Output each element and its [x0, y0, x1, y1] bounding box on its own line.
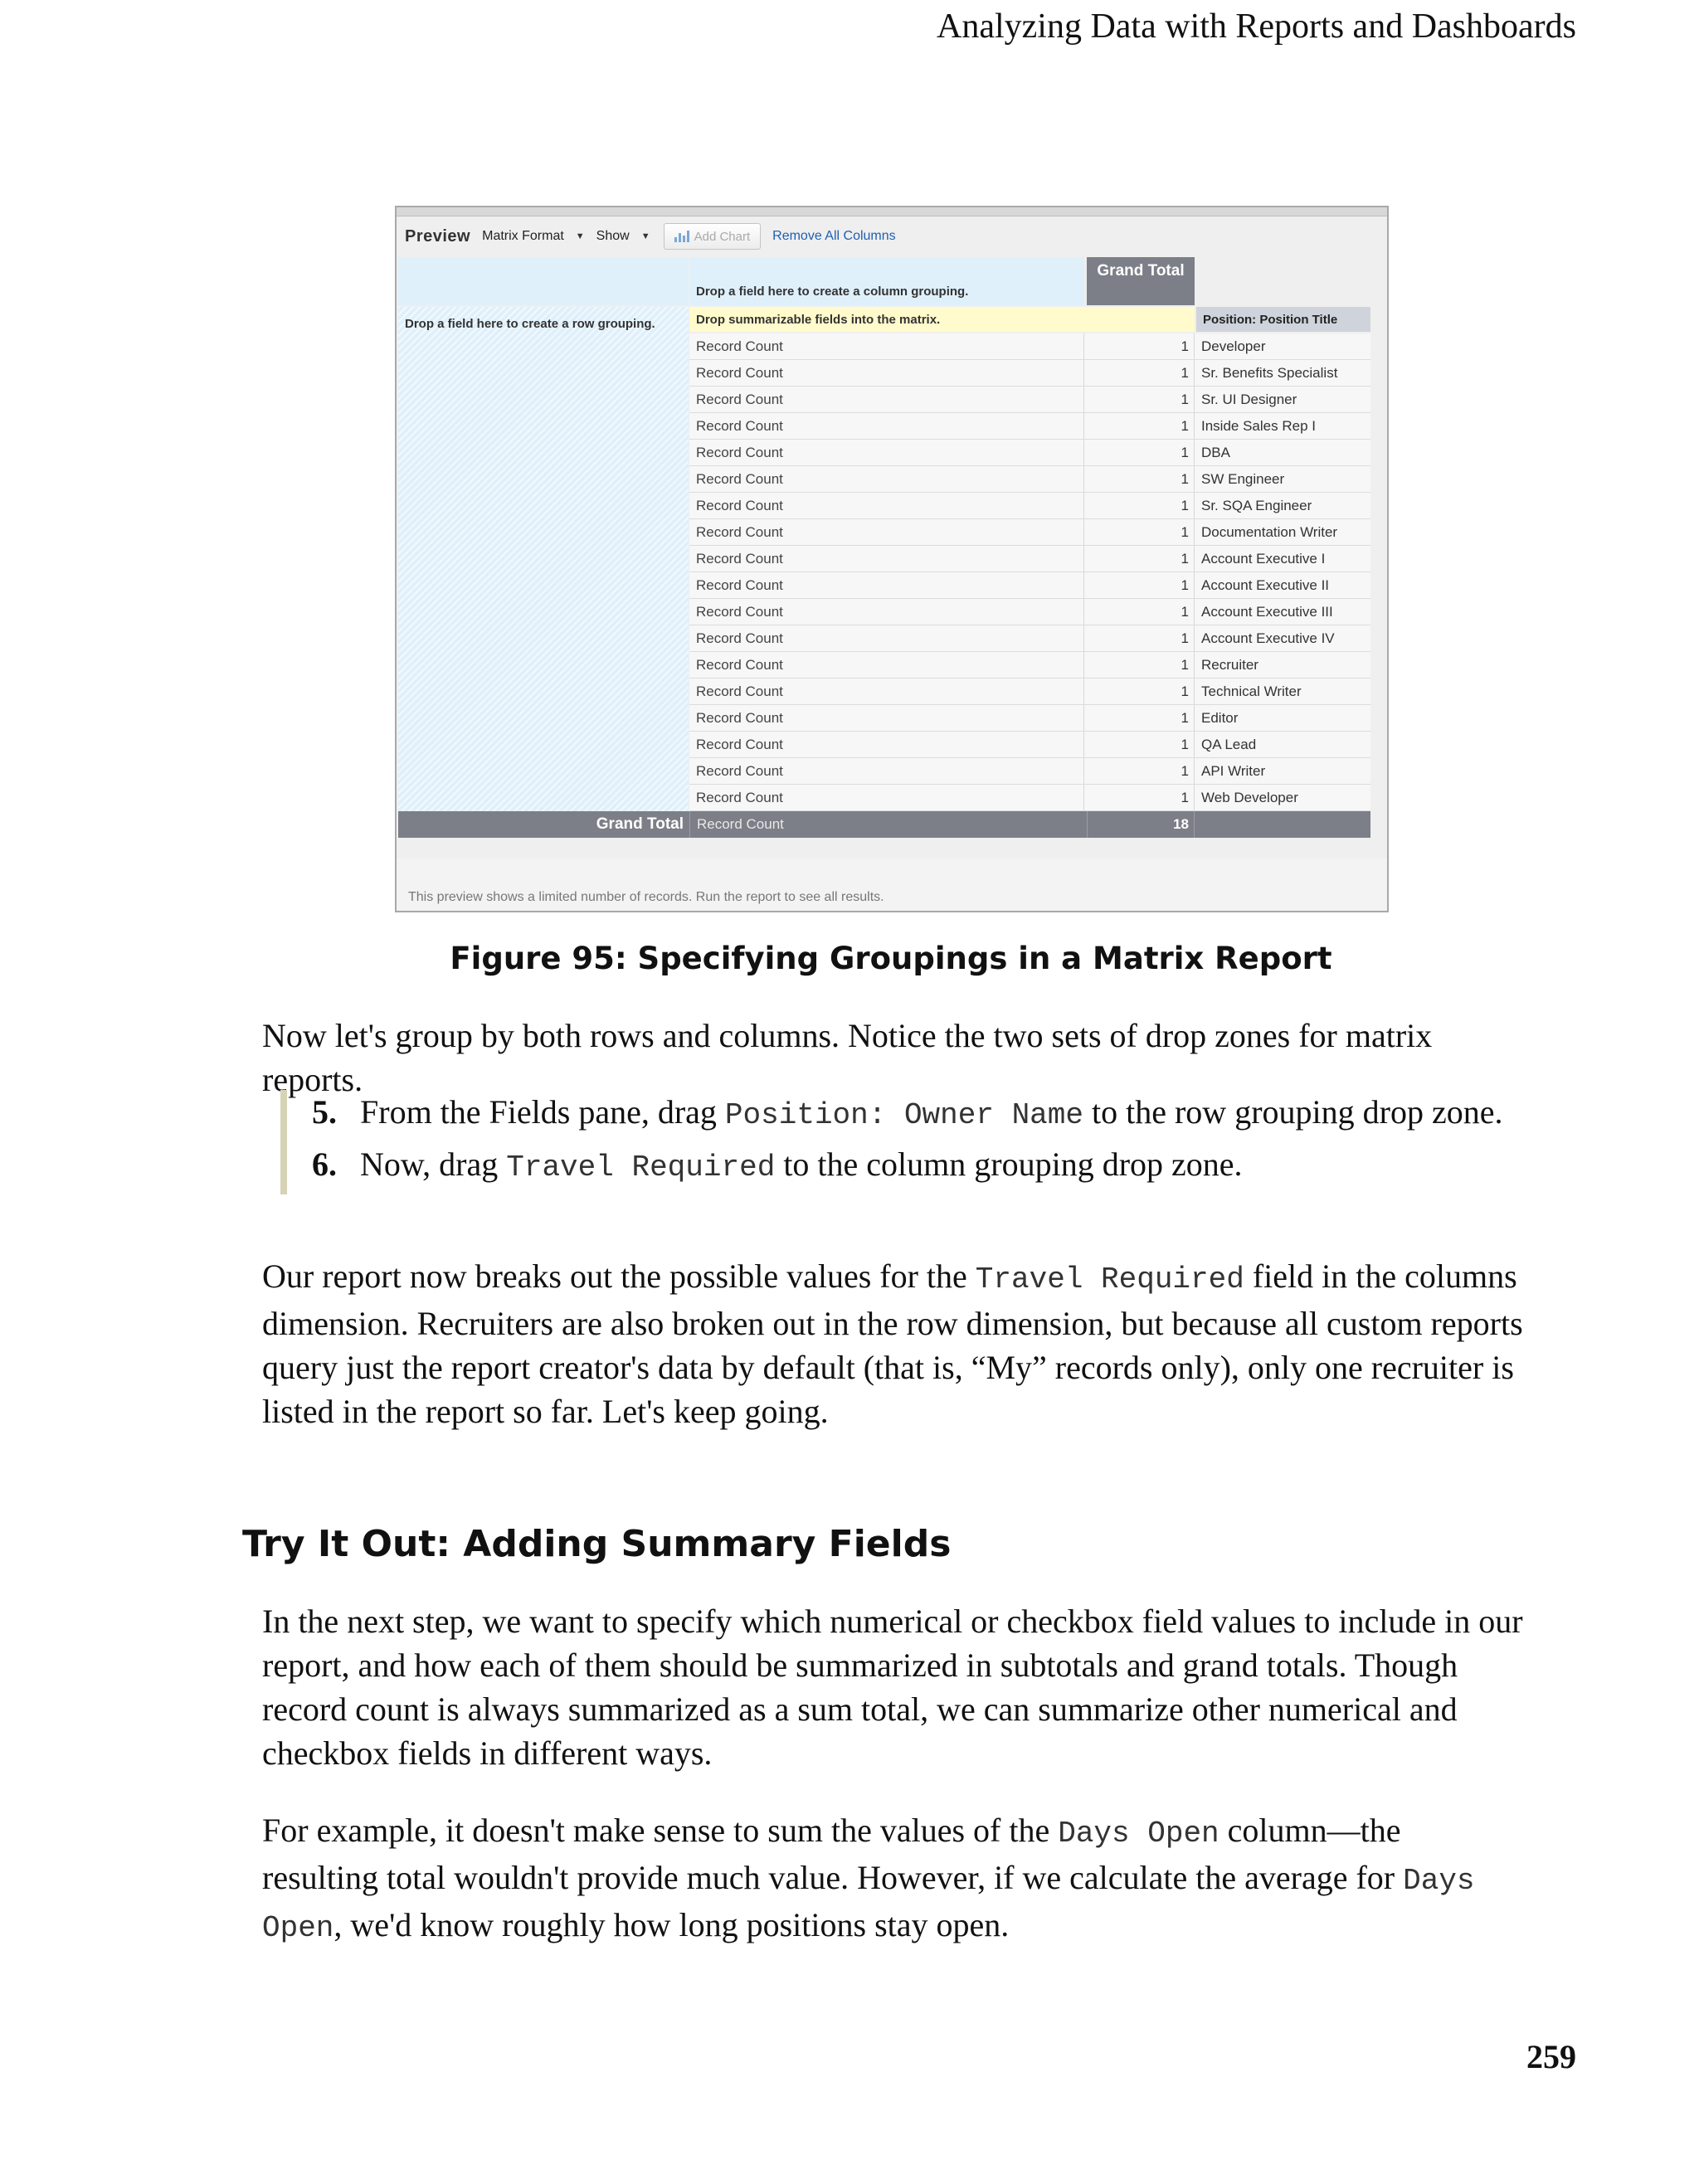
position-title-cell: Sr. SQA Engineer — [1201, 497, 1312, 513]
step-text: From the Fields pane, drag Position: Owner Name to the row grouping drop zone. — [360, 1093, 1503, 1132]
position-title-column-header[interactable]: Position: Position Title — [1196, 307, 1370, 332]
table-row — [689, 705, 1370, 732]
section-heading: Try It Out: Adding Summary Fields — [242, 1523, 952, 1565]
preview-label: Preview — [405, 226, 471, 246]
record-count-label: Record Count — [689, 572, 1084, 598]
table-row — [689, 387, 1370, 413]
record-count-value: 1 — [1087, 599, 1195, 625]
summarizable-fields-drop-zone[interactable]: Drop summarizable fields into the matrix. — [689, 307, 1195, 332]
position-title-cell: Developer — [1201, 338, 1266, 354]
preview-top-border — [397, 207, 1387, 216]
remove-all-columns-link[interactable]: Remove All Columns — [772, 229, 896, 243]
column-grouping-drop-zone[interactable]: Drop a field here to create a column grouping. — [689, 257, 1084, 305]
position-title-cell: Sr. UI Designer — [1201, 391, 1297, 407]
table-row — [689, 625, 1370, 652]
record-count-label: Record Count — [689, 679, 1084, 704]
position-title-cell: Inside Sales Rep I — [1201, 417, 1316, 434]
record-count-label: Record Count — [689, 705, 1084, 731]
position-title-cell: Sr. Benefits Specialist — [1201, 364, 1338, 381]
record-count-label: Record Count — [689, 413, 1084, 439]
position-title-cell: Editor — [1201, 709, 1239, 726]
record-count-value: 1 — [1087, 546, 1195, 572]
chevron-down-icon: ▼ — [640, 231, 650, 241]
position-title-cell: Account Executive II — [1201, 576, 1330, 593]
table-row — [689, 679, 1370, 705]
grand-total-value: 18 — [1087, 811, 1195, 838]
inline-code: Days Open — [1058, 1817, 1219, 1851]
record-count-value: 1 — [1087, 572, 1195, 598]
grand-total-label: Grand Total — [596, 815, 684, 833]
record-count-value: 1 — [1087, 732, 1195, 757]
grand-total-count-label: Record Count — [689, 811, 1085, 838]
record-count-label: Record Count — [689, 493, 1084, 518]
record-count-value: 1 — [1087, 440, 1195, 465]
row-grouping-drop-zone[interactable] — [398, 307, 689, 811]
record-count-label: Record Count — [689, 519, 1084, 545]
preview-toolbar — [397, 217, 1387, 255]
record-count-label: Record Count — [689, 625, 1084, 651]
record-count-label: Record Count — [689, 758, 1084, 784]
step-item — [312, 1090, 1525, 1137]
inline-code: Days Open — [262, 1864, 1475, 1945]
position-title-cell: Web Developer — [1201, 789, 1298, 805]
record-count-value: 1 — [1087, 705, 1195, 731]
record-count-value: 1 — [1087, 758, 1195, 784]
table-row — [689, 785, 1370, 811]
record-count-value: 1 — [1087, 413, 1195, 439]
position-title-cell: Account Executive III — [1201, 603, 1333, 620]
corner-cell — [398, 257, 689, 305]
table-row — [689, 440, 1370, 466]
table-row — [689, 360, 1370, 387]
record-count-label: Record Count — [689, 440, 1084, 465]
record-count-value: 1 — [1087, 785, 1195, 810]
record-count-value: 1 — [1087, 387, 1195, 412]
record-count-label: Record Count — [689, 652, 1084, 678]
inline-code: Travel Required — [506, 1150, 776, 1184]
step-text: Now, drag Travel Required to the column grouping drop zone. — [360, 1146, 1243, 1184]
record-count-value: 1 — [1087, 466, 1195, 492]
report-format-dropdown[interactable] — [482, 229, 585, 244]
report-format-label: Matrix Format — [482, 229, 564, 243]
position-title-cell: QA Lead — [1201, 736, 1257, 752]
steps-list — [280, 1090, 1525, 1194]
table-row — [689, 466, 1370, 493]
record-count-label: Record Count — [689, 732, 1084, 757]
show-label: Show — [596, 229, 630, 243]
bar-chart-icon — [674, 231, 689, 242]
position-title-cell: Documentation Writer — [1201, 523, 1338, 540]
step-number: 6. — [312, 1146, 337, 1183]
record-count-value: 1 — [1087, 333, 1195, 359]
record-count-value: 1 — [1087, 493, 1195, 518]
add-chart-label: Add Chart — [694, 229, 751, 244]
record-count-value: 1 — [1087, 519, 1195, 545]
step-number: 5. — [312, 1093, 337, 1131]
page-number: 259 — [1526, 2038, 1576, 2075]
table-row — [689, 652, 1370, 679]
table-row — [689, 519, 1370, 546]
inline-code: Position: Owner Name — [724, 1098, 1083, 1132]
position-title-cell: Account Executive IV — [1201, 630, 1335, 646]
table-row — [689, 758, 1370, 785]
preview-footer-note: This preview shows a limited number of records. Run the report to see all results. — [397, 859, 1387, 910]
position-title-cell: SW Engineer — [1201, 470, 1285, 487]
position-title-cell: Account Executive I — [1201, 550, 1326, 567]
record-count-label: Record Count — [689, 785, 1084, 810]
record-count-label: Record Count — [689, 360, 1084, 386]
record-count-label: Record Count — [689, 333, 1084, 359]
table-row — [689, 599, 1370, 625]
inline-code: Travel Required — [975, 1262, 1244, 1296]
position-title-cell: Recruiter — [1201, 656, 1258, 673]
record-count-label: Record Count — [689, 546, 1084, 572]
record-count-label: Record Count — [689, 466, 1084, 492]
show-dropdown[interactable] — [596, 229, 650, 244]
grand-total-row — [398, 811, 1370, 838]
record-count-value: 1 — [1087, 360, 1195, 386]
report-preview-figure — [395, 206, 1389, 912]
record-count-label: Record Count — [689, 599, 1084, 625]
row-drop-hint: Drop a field here to create a row grouping. — [405, 317, 655, 331]
matrix-rows — [689, 333, 1370, 811]
intro-paragraph: Now let's group by both rows and columns. Notice the two sets of drop zones for matrix reports. — [262, 1017, 1433, 1098]
table-row — [689, 732, 1370, 758]
record-count-value: 1 — [1087, 679, 1195, 704]
table-row — [689, 413, 1370, 440]
table-row — [689, 572, 1370, 599]
paragraph-summary-fields: In the next step, we want to specify which numerical or checkbox field values to include in our report, and how each of them should be summarized in subtotals and grand totals. Though record count is always summarized as a sum total, we can summarize other numerical and checkbox fields in different ways. — [262, 1603, 1523, 1772]
add-chart-button[interactable] — [664, 223, 762, 250]
position-title-cell: Technical Writer — [1201, 683, 1302, 699]
record-count-label: Record Count — [689, 387, 1084, 412]
table-row — [689, 493, 1370, 519]
paragraph-travel-required: Our report now breaks out the possible values for the Travel Required field in the columns dimension. Recruiters are also broken out in the row dimension, but because all custom reports query just the report creator's data by default (that is, “My” records only), only one recruiter is listed in the report so far. Let's keep going. — [262, 1257, 1523, 1430]
grand-total-column-header: Grand Total — [1087, 257, 1195, 305]
figure-caption: Figure 95: Specifying Groupings in a Matrix Report — [450, 941, 1332, 976]
table-row — [689, 333, 1370, 360]
record-count-value: 1 — [1087, 625, 1195, 651]
running-header: Analyzing Data with Reports and Dashboards — [937, 7, 1576, 46]
table-row — [689, 546, 1370, 572]
record-count-value: 1 — [1087, 652, 1195, 678]
position-title-cell: DBA — [1201, 444, 1230, 460]
step-item — [312, 1142, 1525, 1189]
chevron-down-icon: ▼ — [575, 231, 585, 241]
paragraph-days-open: For example, it doesn't make sense to sum the values of the Days Open column—the resulting total wouldn't provide much value. However, if we calculate the average for Days Open, we'd know roughly how long positions stay open. — [262, 1812, 1475, 1945]
position-title-cell: API Writer — [1201, 762, 1266, 779]
